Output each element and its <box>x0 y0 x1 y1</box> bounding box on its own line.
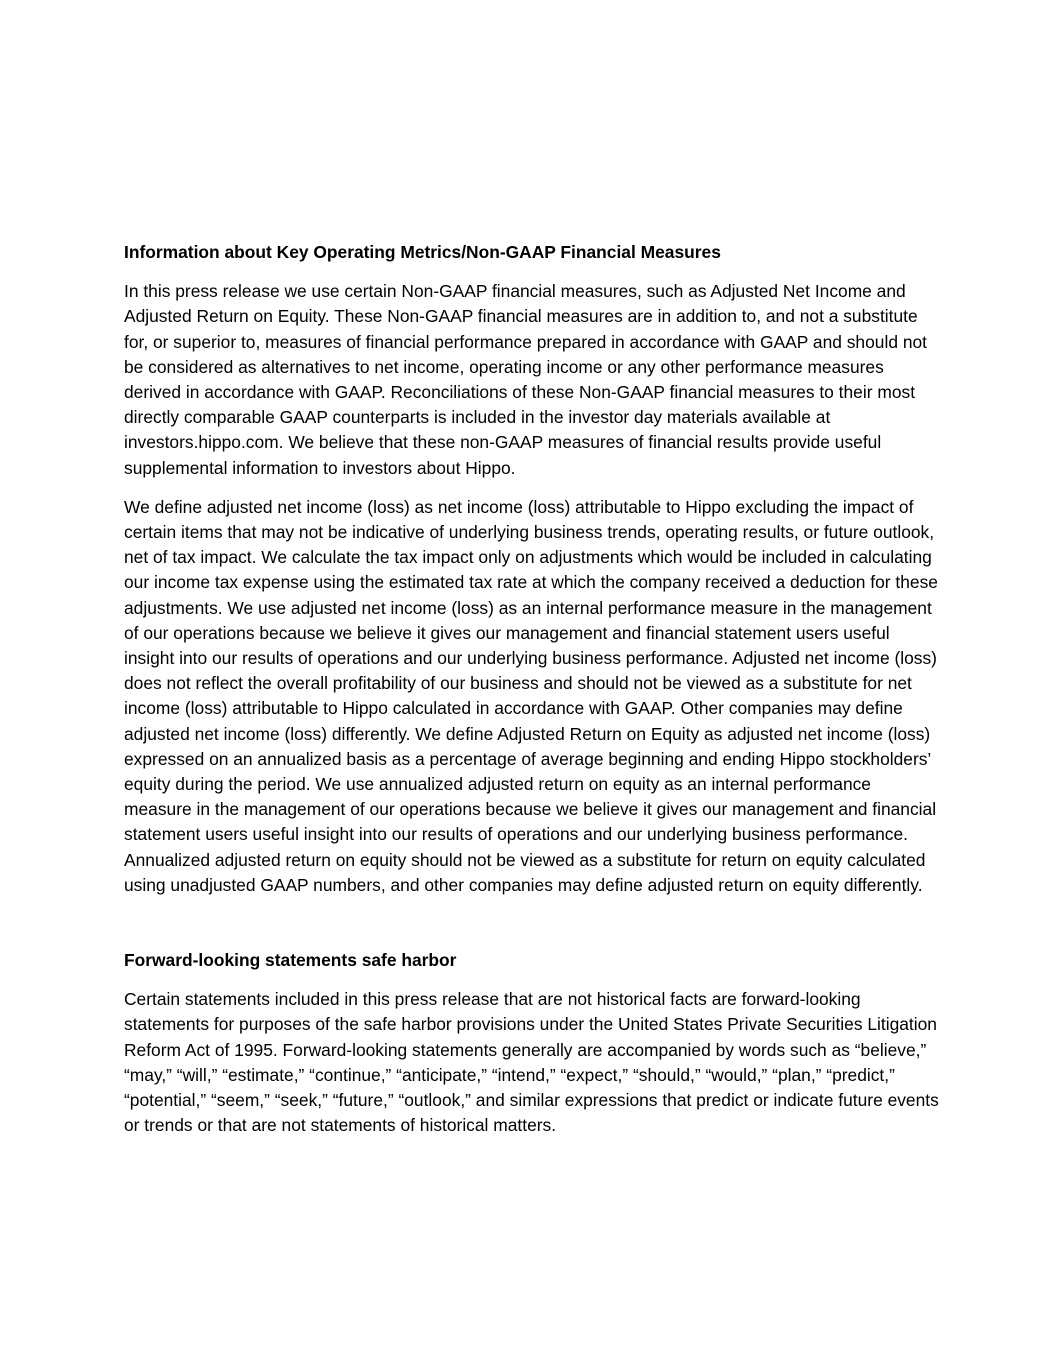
section-heading-non-gaap: Information about Key Operating Metrics/Non-GAAP Financial Measures <box>124 242 721 262</box>
paragraph-adjusted-net-income: We define adjusted net income (loss) as net income (loss) attributable to Hippo excluding the impact of certain items that may not be indicative of underlying business trends, operating results, or future outlook, net of tax impact. We calculate the tax impact only on adjustments which would be included in calculating our income tax expense using the estimated tax rate at which the company received a deduction for these adjustments. We use adjusted net income (loss) as an internal performance measure in the management of our operations because we believe it gives our management and financial statement users useful insight into our results of operations and our underlying business performance. Adjusted net income (loss) does not reflect the overall profitability of our business and should not be viewed as a substitute for net income (loss) attributable to Hippo calculated in accordance with GAAP. Other companies may define adjusted net income (loss) differently. We define Adjusted Return on Equity as adjusted net income (loss) expressed on an annualized basis as a percentage of average beginning and ending Hippo stockholders’ equity during the period. We use annualized adjusted return on equity as an internal performance measure in the management of our operations because we believe it gives our management and financial statement users useful insight into our results of operations and our underlying business performance. Annualized adjusted return on equity should not be viewed as a substitute for return on equity calculated using unadjusted GAAP numbers, and other companies may define adjusted return on equity differently. <box>124 496 938 895</box>
paragraph-non-gaap-intro: In this press release we use certain Non-GAAP financial measures, such as Adjusted Net Income and Adjusted Return on Equity. These Non-GAAP financial measures are in addition to, and not a substitute for, or superior to, measures of financial performance prepared in accordance with GAAP and should not be considered as alternatives to net income, operating income or any other performance measures derived in accordance with GAAP. Reconciliations of these Non-GAAP financial measures to their most directly comparable GAAP counterparts is included in the investor day materials available at investors.hippo.com. We believe that these non-GAAP measures of financial results provide useful supplemental information to investors about Hippo. <box>124 281 927 478</box>
document-page <box>124 240 939 1139</box>
paragraph-forward-looking: Certain statements included in this press release that are not historical facts are forward-looking statements for purposes of the safe harbor provisions under the United States Private Securities Litigation Reform Act of 1995. Forward-looking statements generally are accompanied by words such as “believe,” “may,” “will,” “estimate,” “continue,” “anticipate,” “intend,” “expect,” “should,” “would,” “plan,” “predict,” “potential,” “seem,” “seek,” “future,” “outlook,” and similar expressions that predict or indicate future events or trends or that are not statements of historical matters. <box>124 989 939 1136</box>
section-heading-forward-looking: Forward-looking statements safe harbor <box>124 950 457 971</box>
